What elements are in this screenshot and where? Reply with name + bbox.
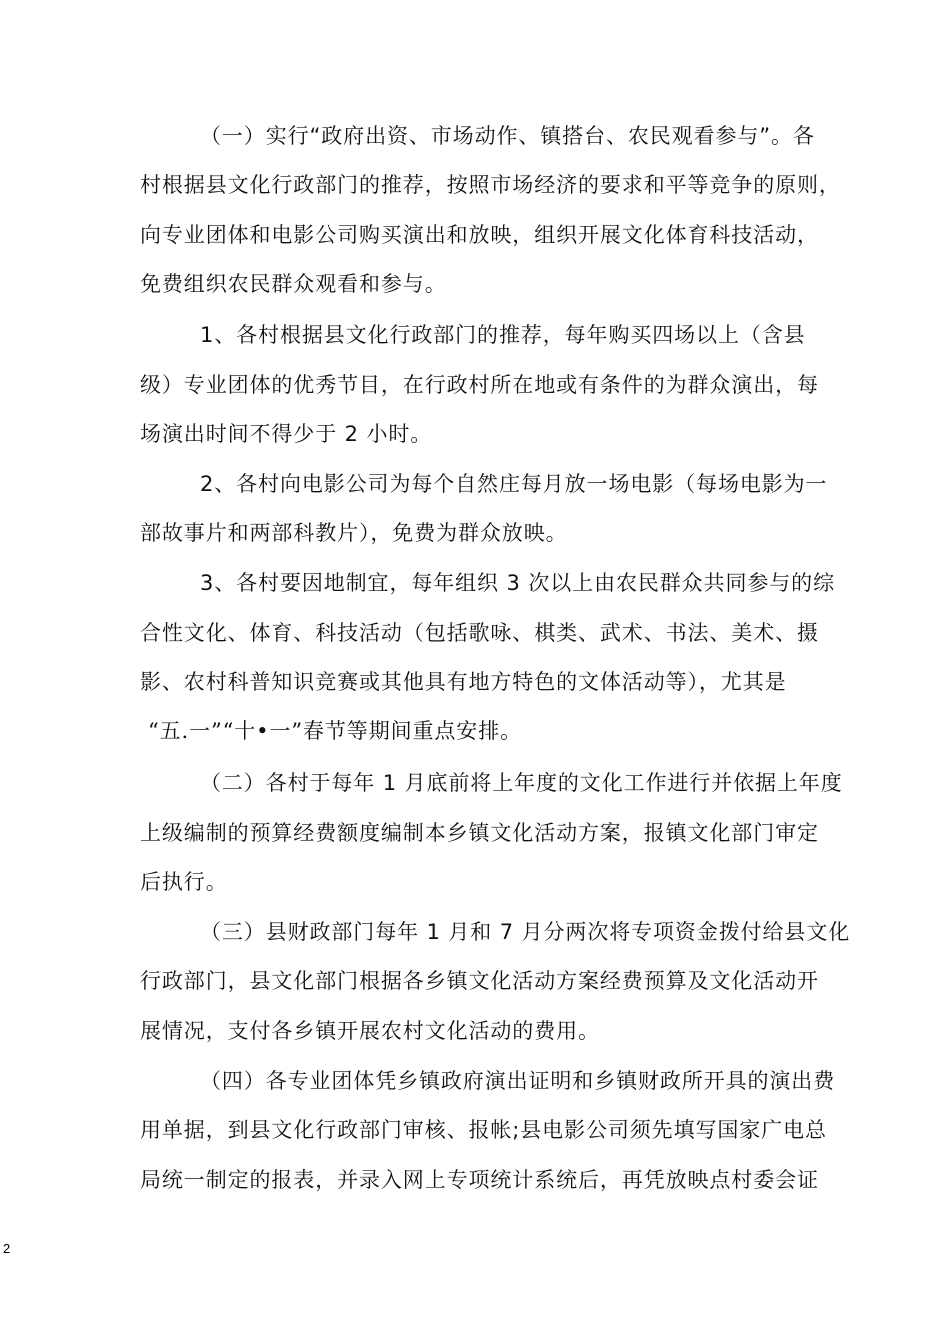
item-3-line-1: 3、各村要因地制宜，每年组织 3 次以上由农民群众共同参与的综 xyxy=(200,571,835,595)
page-number: 2 xyxy=(3,1241,11,1256)
paragraph-2-line-1: （二）各村于每年 1 月底前将上年度的文化工作进行并依据上年度 xyxy=(200,771,843,795)
item-2-line-1: 2、各村向电影公司为每个自然庄每月放一场电影（每场电影为一 xyxy=(200,472,828,496)
item-1-line-3: 场演出时间不得少于 2 小时。 xyxy=(140,422,433,446)
paragraph-3-line-2: 行政部门，县文化部门根据各乡镇文化活动方案经费预算及文化活动开 xyxy=(140,969,819,993)
item-2-line-2: 部故事片和两部科教片），免费为群众放映。 xyxy=(140,521,568,545)
item-3-line-3: 影、农村科普知识竞赛或其他具有地方特色的文体活动等），尤其是 xyxy=(140,670,787,694)
paragraph-4-line-3: 局统一制定的报表，并录入网上专项统计系统后，再凭放映点村委会证 xyxy=(140,1168,819,1192)
paragraph-3-line-1: （三）县财政部门每年 1 月和 7 月分两次将专项资金拨付给县文化 xyxy=(200,920,851,944)
paragraph-2-line-3: 后执行。 xyxy=(140,870,228,894)
paragraph-1-line-2: 村根据县文化行政部门的推荐，按照市场经济的要求和平等竞争的原则， xyxy=(140,173,841,197)
paragraph-4-line-2: 用单据，到县文化行政部门审核、报帐;县电影公司须先填写国家广电总 xyxy=(140,1118,827,1142)
paragraph-3-line-3: 展情况，支付各乡镇开展农村文化活动的费用。 xyxy=(140,1019,600,1043)
item-1-line-2: 级）专业团体的优秀节目，在行政村所在地或有条件的为群众演出，每 xyxy=(140,373,819,397)
paragraph-4-line-1: （四）各专业团体凭乡镇政府演出证明和乡镇财政所开具的演出费 xyxy=(200,1069,836,1093)
paragraph-1-line-4: 免费组织农民群众观看和参与。 xyxy=(140,272,447,296)
item-3-line-2: 合性文化、体育、科技活动（包括歌咏、棋类、武术、书法、美术、摄 xyxy=(140,621,819,645)
item-3-line-4: “五.一”“十•一”春节等期间重点安排。 xyxy=(148,719,523,743)
paragraph-2-line-2: 上级编制的预算经费额度编制本乡镇文化活动方案，报镇文化部门审定 xyxy=(140,821,819,845)
paragraph-1-line-1: （一）实行“政府出资、市场动作、镇搭台、农民观看参与”。各 xyxy=(200,124,815,148)
paragraph-1-line-3: 向专业团体和电影公司购买演出和放映，组织开展文化体育科技活动， xyxy=(140,223,819,247)
item-1-line-1: 1、各村根据县文化行政部门的推荐，每年购买四场以上（含县 xyxy=(200,323,806,347)
